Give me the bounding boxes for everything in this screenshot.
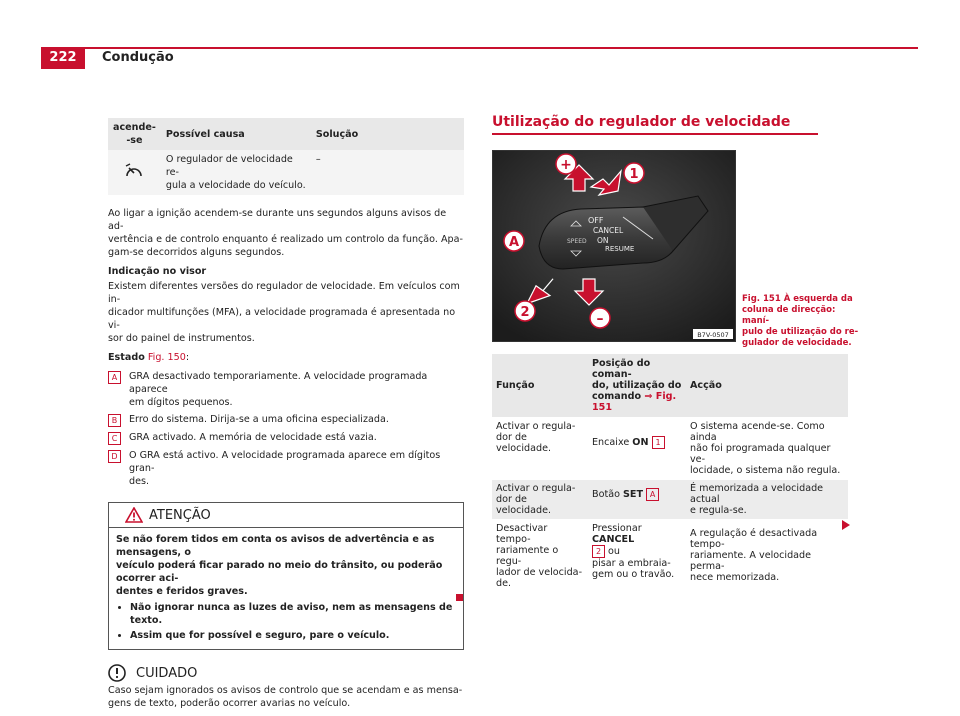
action-cell: A regulação é desactivada tempo- rariamente. A velocidade perma- nece memorizada. — [686, 520, 848, 593]
section-end-marker — [456, 594, 463, 601]
legend-list — [108, 370, 464, 488]
col-header-cause: Possível causa — [161, 118, 311, 150]
warning-bullets — [116, 601, 456, 642]
control-badge: 1 — [652, 436, 665, 449]
chapter-title: Condução — [102, 50, 174, 65]
legend-text: O GRA está activo. A velocidade programada aparece em dígitos gran- des. — [129, 450, 441, 487]
right-column — [492, 114, 918, 589]
figure-cruise-control-stalk — [492, 150, 736, 342]
caution-header — [108, 664, 464, 682]
speedometer-icon — [108, 150, 161, 195]
func-cell: Activar o regula- dor de velocidade. — [492, 480, 588, 520]
legend-text: Erro do sistema. Dirija-se a uma oficina especializada. — [129, 414, 389, 425]
control-badge: 2 — [592, 545, 605, 558]
legend-letter: C — [108, 432, 121, 445]
display-heading: Indicação no visor — [108, 266, 207, 277]
control-badge: A — [646, 488, 659, 501]
col-header-position-text: Posição do coman- do, utilização do comando — [592, 358, 682, 402]
pos-cell — [588, 418, 686, 480]
stalk-label-off: OFF — [588, 216, 604, 225]
estado-fig-link[interactable]: Fig. 150 — [147, 352, 186, 363]
legend-text: GRA desactivado temporariamente. A velocidade programada aparece em dígitos pequenos. — [129, 371, 428, 408]
stalk-label-resume: RESUME — [605, 245, 635, 253]
intro-paragraph: Ao ligar a ignição acendem-se durante uns segundos alguns avisos de ad- vertência e de controlo enquanto é realizado um controlo da função. Apa- gam-se decorridos alguns segundos. — [108, 208, 463, 258]
estado-label: Estado — [108, 352, 145, 363]
left-column — [108, 118, 464, 716]
warning-body — [109, 528, 463, 649]
col-header-function: Função — [492, 354, 588, 418]
pos-key: CANCEL — [592, 534, 635, 545]
stalk-label-speed: SPEED — [567, 238, 587, 245]
solution-cell: – — [311, 150, 464, 195]
col-header-action: Acção — [686, 354, 848, 418]
col-header-position — [588, 354, 686, 418]
caution-text: Caso sejam ignorados os avisos de controlo que se acendam e as mensa- gens de texto, poderão ocorrer avarias no veículo. — [108, 685, 463, 709]
figure-label-1: 1 — [629, 167, 639, 182]
list-item: • Assim que for possível e seguro, pare o veículo. — [130, 629, 456, 642]
func-cell: Activar o regula- dor de velocidade. — [492, 418, 588, 480]
list-item — [108, 449, 464, 488]
figure-label-a: A — [508, 235, 520, 250]
legend-letter: B — [108, 414, 121, 427]
fig-151-link[interactable]: ⇒ Fig. 151 — [592, 391, 677, 413]
table-row — [108, 150, 464, 195]
stalk-label-on: ON — [597, 236, 609, 245]
function-table — [492, 354, 848, 592]
func-cell: Desactivar tempo- rariamente o regu- lador de velocida- de. — [492, 520, 588, 593]
pos-cell — [588, 480, 686, 520]
caution-icon — [108, 664, 126, 682]
display-paragraph: Existem diferentes versões do regulador de velocidade. Em veículos com in- dicador multifunções (MFA), a velocidade programada é apresentada no vi- sor do painel de instrumentos. — [108, 281, 460, 344]
list-item — [108, 413, 464, 427]
figure-code: B7V-0507 — [697, 331, 729, 339]
pos-text: Encaixe — [592, 437, 633, 448]
warning-title: ATENÇÃO — [149, 507, 211, 523]
stalk-label-cancel: CANCEL — [593, 226, 624, 235]
list-item: • Não ignorar nunca as luzes de aviso, nem as mensagens de texto. — [130, 601, 456, 627]
section-title: Utilização do regulador de velocidade — [492, 114, 791, 130]
table-row — [492, 520, 848, 593]
action-cell: É memorizada a velocidade actual e regula-se. — [686, 480, 848, 520]
cause-cell: O regulador de velocidade re- gula a velocidade do veículo. — [161, 150, 311, 195]
col-header-lights: acende- -se — [108, 118, 161, 150]
estado-colon: : — [185, 352, 190, 363]
estado-line — [108, 351, 464, 364]
pos-key: SET — [623, 489, 644, 500]
table-row — [492, 480, 848, 520]
action-cell: O sistema acende-se. Como ainda não foi programada qualquer ve- locidade, o sistema não regula. — [686, 418, 848, 480]
list-item — [108, 431, 464, 445]
legend-letter: A — [108, 371, 121, 384]
pos-text: Pressionar — [592, 523, 642, 534]
header-rule — [41, 47, 918, 49]
figure-label-2: 2 — [520, 305, 530, 320]
pos-text: Botão — [592, 489, 624, 500]
caution-title: CUIDADO — [136, 665, 198, 681]
legend-text: GRA activado. A memória de velocidade está vazia. — [129, 432, 377, 443]
figure-label-plus: + — [560, 157, 572, 173]
warning-triangle-icon — [125, 507, 143, 523]
figure-label-minus: – — [596, 311, 604, 327]
legend-letter: D — [108, 450, 121, 463]
warning-box — [108, 502, 464, 650]
page-number: 222 — [41, 47, 85, 69]
warning-text: Se não forem tidos em conta os avisos de advertência e as mensagens, o veículo poderá ficar parado no meio do trânsito, ou poderão ocorrer aci- dentes e feridos graves. — [116, 534, 443, 597]
warning-header — [109, 503, 463, 528]
figure-caption: Fig. 151 À esquerda da coluna de direcção: maní- pulo de utilização do re- gulador de velocidade. — [742, 294, 859, 348]
table-row — [492, 418, 848, 480]
warning-lights-table — [108, 118, 464, 195]
continue-arrow-icon — [842, 520, 850, 530]
pos-cell — [588, 520, 686, 593]
pos-text-after: ou pisar a embraia- gem ou o travão. — [592, 546, 675, 580]
list-item — [108, 370, 464, 409]
col-header-solution: Solução — [311, 118, 464, 150]
section-title-rule — [492, 133, 818, 135]
pos-key: ON — [632, 437, 649, 448]
